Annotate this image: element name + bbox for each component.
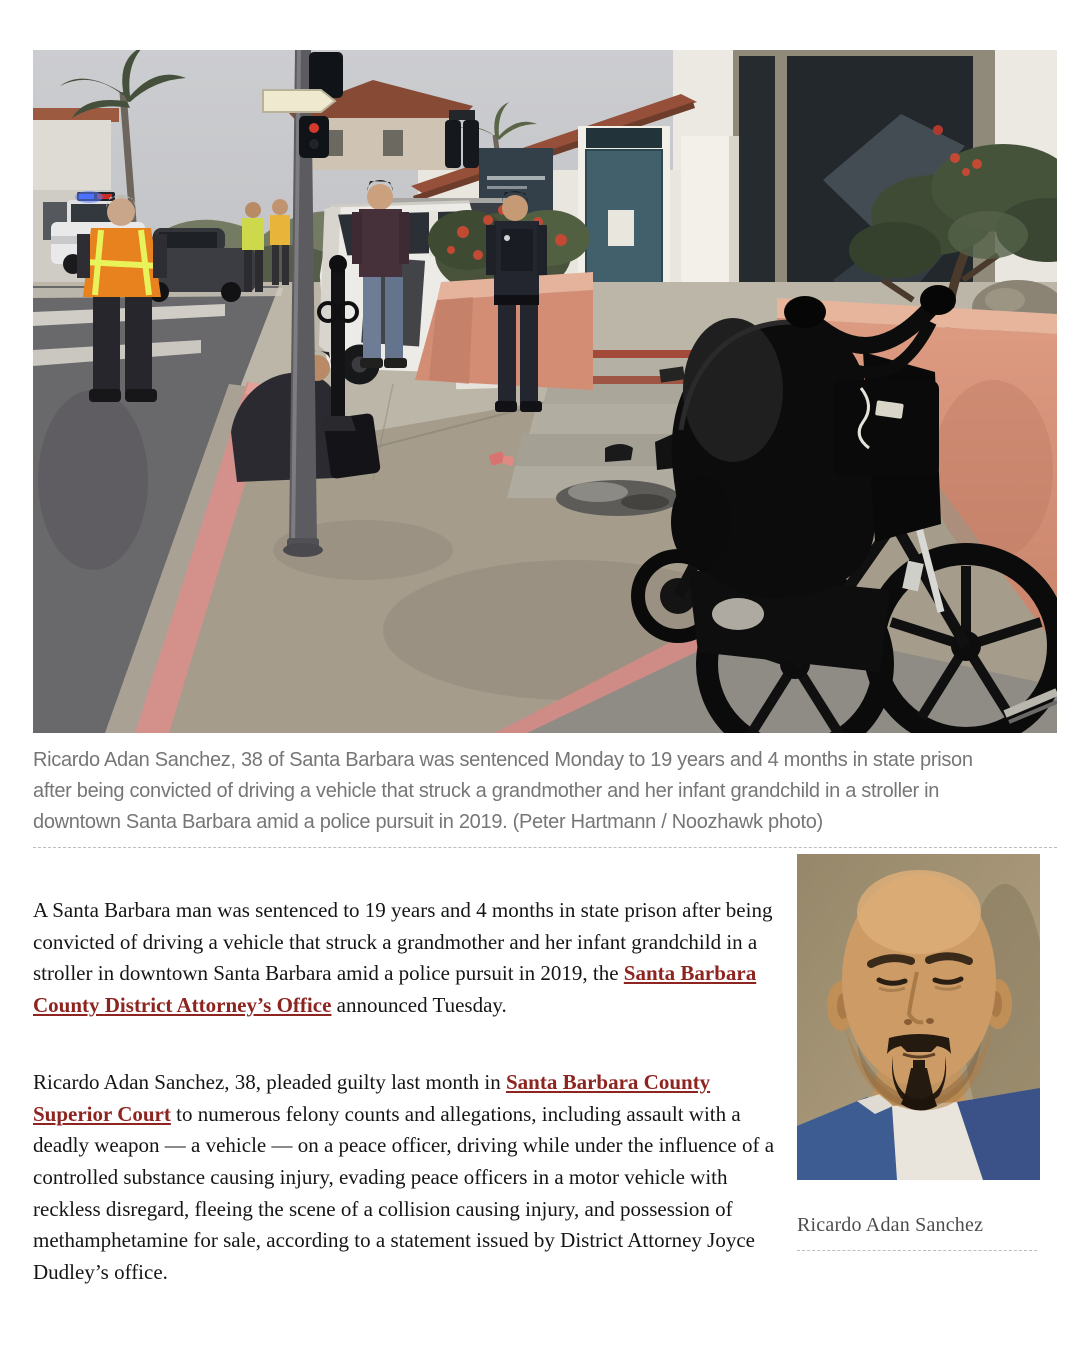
debris (556, 480, 680, 516)
mugshot-separator-line (797, 1250, 1037, 1251)
hero-caption-line: Ricardo Adan Sanchez, 38 of Santa Barbara was sentenced Monday to 19 years and 4 months in state prison (33, 749, 973, 771)
crash-scene-photo (33, 50, 1057, 733)
paragraph-1 (33, 895, 775, 1022)
mugshot-caption: Ricardo Adan Sanchez (797, 1214, 984, 1236)
link-district-attorney-office[interactable]: Santa Barbara County District Attorney’s Office (33, 961, 757, 1018)
mugshot-photo (797, 854, 1040, 1180)
hero-caption-line: downtown Santa Barbara amid a police pursuit in 2019. (Peter Hartmann / Noozhawk photo) (33, 811, 823, 833)
article-content (33, 848, 1057, 1334)
mugshot-sidebar (797, 848, 1040, 1251)
paragraph-1-text: A Santa Barbara man was sentenced to 19 years and 4 months in state prison after being convicted of driving a vehicle that struck a grandmother and her infant grandchild in a stroller in downtown Santa Barbara amid a police pursuit in 2019, the (33, 898, 773, 986)
paragraph-2 (33, 1067, 775, 1289)
paragraph-2-text-after: to numerous felony counts and allegations, including assault with a deadly weapon — a vehicle — on a peace officer, driving while under the influence of a controlled substance causing injury, evading peace officers in a motor vehicle with reckless disregard, fleeing the scene of a collision causing injury, and possession of methamphetamine for sale, according to a statement issued by District Attorney Joyce Dudley’s office. (33, 1101, 775, 1285)
paragraph-2-text: Ricardo Adan Sanchez, 38, pleaded guilty last month in (33, 1069, 506, 1094)
paragraph-1-text-after: announced Tuesday. (331, 993, 507, 1018)
hero-caption-line: after being convicted of driving a vehicle that struck a grandmother and her infant grandchild in a stroller in (33, 780, 940, 802)
hero-caption (33, 745, 1057, 838)
hero-figure (33, 50, 1057, 838)
link-superior-court[interactable]: Santa Barbara County Superior Court (33, 1069, 711, 1126)
article-body (33, 848, 775, 1334)
